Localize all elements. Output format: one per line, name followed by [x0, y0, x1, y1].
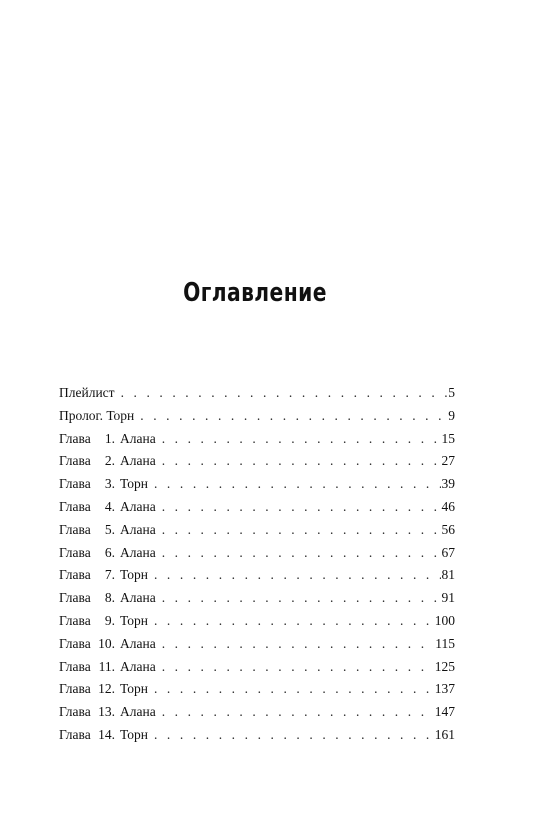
- dot-leader: [162, 656, 434, 679]
- chapter-prefix: Глава: [59, 658, 91, 674]
- chapter-prefix: Глава: [59, 681, 91, 697]
- table-of-contents: [59, 382, 455, 747]
- toc-entry: [59, 405, 455, 428]
- toc-entry: [59, 587, 455, 610]
- toc-entry: [59, 473, 455, 496]
- dot-leader: [154, 473, 441, 496]
- page-number: 125: [434, 658, 455, 674]
- chapter-prefix: Глава: [59, 726, 91, 742]
- page-number: 9: [448, 407, 455, 423]
- chapter-number: 6.: [104, 544, 115, 560]
- toc-entry-label: [59, 656, 156, 679]
- chapter-number: 2.: [104, 453, 115, 469]
- toc-entry: [59, 382, 455, 405]
- chapter-narrator: Алана: [120, 658, 156, 674]
- toc-entry-label: [59, 610, 148, 633]
- chapter-prefix: Глава: [59, 476, 91, 492]
- page-number: 161: [434, 726, 455, 742]
- chapter-narrator: Алана: [120, 521, 156, 537]
- chapter-number: 10.: [98, 635, 115, 651]
- toc-entry: [59, 428, 455, 451]
- toc-entry: [59, 564, 455, 587]
- toc-entry: [59, 724, 455, 747]
- chapter-narrator: Торн: [120, 567, 148, 583]
- chapter-prefix: Глава: [59, 521, 91, 537]
- toc-entry-label: [59, 724, 148, 747]
- chapter-prefix: Глава: [59, 704, 91, 720]
- chapter-narrator: Алана: [120, 704, 156, 720]
- toc-entry-label: [59, 633, 156, 656]
- toc-entry-label: [59, 496, 156, 519]
- chapter-narrator: Торн: [120, 681, 148, 697]
- chapter-prefix: Глава: [59, 430, 91, 446]
- chapter-prefix: Глава: [59, 544, 91, 560]
- dot-leader: [154, 610, 434, 633]
- dot-leader: [162, 542, 441, 565]
- toc-entry-label: [59, 450, 156, 473]
- toc-entry-label: [59, 519, 156, 542]
- chapter-narrator: Торн: [120, 476, 148, 492]
- chapter-narrator: Алана: [120, 635, 156, 651]
- toc-entry: [59, 496, 455, 519]
- chapter-narrator: Алана: [120, 590, 156, 606]
- chapter-number: 9.: [104, 612, 115, 628]
- toc-entry: [59, 678, 455, 701]
- page-number: 81: [441, 567, 455, 583]
- chapter-number: 7.: [104, 567, 115, 583]
- toc-entry: [59, 542, 455, 565]
- chapter-prefix: Глава: [59, 453, 91, 469]
- chapter-prefix: Глава: [59, 567, 91, 583]
- page-number: 46: [441, 498, 455, 514]
- page-number: 15: [441, 430, 455, 446]
- toc-entry-label: [59, 428, 156, 451]
- toc-entry: [59, 610, 455, 633]
- chapter-narrator: Алана: [120, 453, 156, 469]
- chapter-number: 11.: [98, 658, 115, 674]
- chapter-number: 8.: [104, 590, 115, 606]
- page-number: 147: [434, 704, 455, 720]
- page-number: 91: [441, 590, 455, 606]
- dot-leader: [140, 405, 447, 428]
- toc-entry: [59, 450, 455, 473]
- page-number: 115: [435, 635, 455, 651]
- chapter-prefix: Глава: [59, 498, 91, 514]
- page-number: 56: [441, 521, 455, 537]
- dot-leader: [154, 724, 434, 747]
- page-number: 27: [441, 453, 455, 469]
- chapter-prefix: Глава: [59, 590, 91, 606]
- chapter-narrator: Торн: [120, 612, 148, 628]
- dot-leader: [162, 519, 441, 542]
- toc-entry-title: Плейлист: [59, 385, 115, 400]
- page-title: Оглавление: [183, 278, 327, 308]
- dot-leader: [154, 678, 434, 701]
- toc-entry-label: [59, 473, 148, 496]
- dot-leader: [162, 428, 441, 451]
- chapter-number: 13.: [98, 704, 115, 720]
- dot-leader: [162, 587, 441, 610]
- toc-entry-label: [59, 701, 156, 724]
- chapter-narrator: Алана: [120, 430, 156, 446]
- dot-leader: [162, 496, 441, 519]
- chapter-number: 3.: [104, 476, 115, 492]
- dot-leader: [121, 382, 448, 405]
- page-number: 100: [434, 612, 455, 628]
- chapter-narrator: Торн: [120, 726, 148, 742]
- chapter-number: 1.: [104, 430, 115, 446]
- chapter-number: 12.: [98, 681, 115, 697]
- dot-leader: [162, 633, 435, 656]
- chapter-number: 4.: [104, 498, 115, 514]
- toc-entry-label: [59, 564, 148, 587]
- toc-entry-label: [59, 382, 115, 405]
- toc-entry: [59, 633, 455, 656]
- dot-leader: [162, 701, 434, 724]
- page-number: 67: [441, 544, 455, 560]
- toc-entry-label: [59, 678, 148, 701]
- toc-entry: [59, 656, 455, 679]
- toc-entry: [59, 701, 455, 724]
- toc-entry: [59, 519, 455, 542]
- page-number: 39: [441, 476, 455, 492]
- toc-entry-label: [59, 542, 156, 565]
- chapter-prefix: Глава: [59, 612, 91, 628]
- chapter-number: 14.: [98, 726, 115, 742]
- toc-entry-title: Пролог. Торн: [59, 407, 135, 423]
- chapter-narrator: Алана: [120, 544, 156, 560]
- toc-entry-label: [59, 587, 156, 610]
- page-number: 5: [448, 385, 455, 400]
- toc-entry-label: [59, 405, 134, 428]
- chapter-narrator: Алана: [120, 498, 156, 514]
- page-number: 137: [434, 681, 455, 697]
- chapter-prefix: Глава: [59, 635, 91, 651]
- dot-leader: [154, 564, 441, 587]
- chapter-number: 5.: [104, 521, 115, 537]
- dot-leader: [162, 450, 441, 473]
